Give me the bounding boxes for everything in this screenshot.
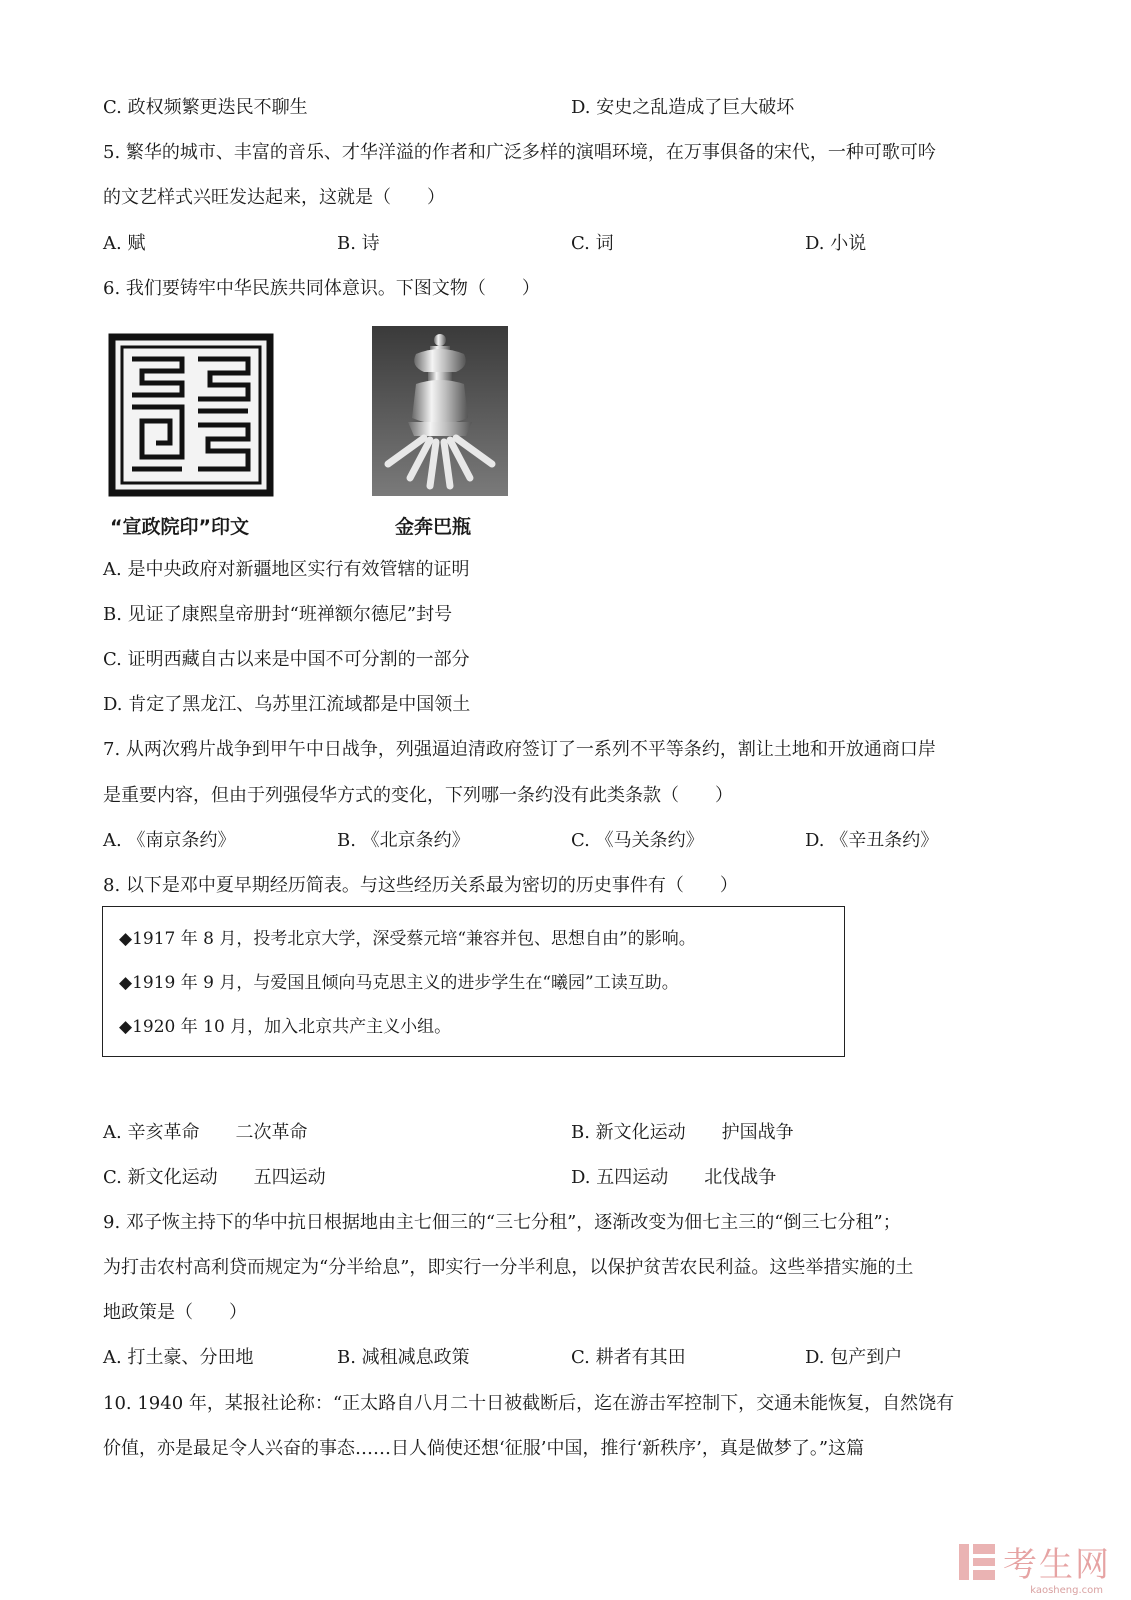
q8-stem: 8. 以下是邓中夏早期经历简表。与这些经历关系最为密切的历史事件有（ ） <box>103 875 738 896</box>
q8-entry-1919: ◆1919 年 9 月，与爱国且倾向马克思主义的进步学生在“曦园”工读互助。 <box>119 973 679 993</box>
q6-option-a: A. 是中央政府对新疆地区实行有效管辖的证明 <box>103 559 470 580</box>
q5-option-d: D. 小说 <box>805 233 867 254</box>
q6-option-c: C. 证明西藏自古以来是中国不可分割的一部分 <box>103 649 470 670</box>
seal-image <box>108 333 274 497</box>
q5-option-c: C. 词 <box>571 233 614 254</box>
kaosheng-watermark <box>957 1537 1111 1596</box>
q7-option-a: A. 《南京条约》 <box>103 830 236 851</box>
q9-option-d: D. 包产到户 <box>805 1347 903 1368</box>
q8-entry-1920: ◆1920 年 10 月，加入北京共产主义小组。 <box>119 1017 452 1037</box>
q9-stem-line3: 地政策是（ ） <box>103 1302 247 1323</box>
q5-option-b: B. 诗 <box>337 233 380 254</box>
q7-stem-line1: 7. 从两次鸦片战争到甲午中日战争，列强逼迫清政府签订了一系列不平等条约，割让土地和开放通商口岸 <box>103 739 936 760</box>
q8-entry-1917: ◆1917 年 8 月，投考北京大学，深受蔡元培“兼容并包、思想自由”的影响。 <box>119 929 696 949</box>
q10-stem-line1: 10. 1940 年，某报社论称：“正太路自八月二十日被截断后，迄在游击军控制下，交通未能恢复，自然饶有 <box>103 1393 955 1414</box>
watermark-text: 考生网 <box>1003 1545 1111 1585</box>
q8-option-c: C. 新文化运动 五四运动 <box>103 1167 326 1188</box>
q8-option-d: D. 五四运动 北伐战争 <box>571 1167 777 1188</box>
q7-option-c: C. 《马关条约》 <box>571 830 704 851</box>
kaosheng-logo-icon <box>957 1540 997 1584</box>
q10-stem-line2: 价值，亦是最足令人兴奋的事态……日人倘使还想‘征服’中国，推行‘新秩序’，真是做梦了。”这篇 <box>103 1438 865 1459</box>
q6-option-b: B. 见证了康熙皇帝册封“班禅额尔德尼”封号 <box>103 604 453 625</box>
q4-option-d: D. 安史之乱造成了巨大破坏 <box>571 97 795 118</box>
q9-stem-line2: 为打击农村高利贷而规定为“分半给息”，即实行一分半利息，以保护贫苦农民利益。这些举措实施的土 <box>103 1257 914 1278</box>
vase-caption: 金奔巴瓶 <box>395 516 472 538</box>
q8-option-a: A. 辛亥革命 二次革命 <box>103 1122 308 1143</box>
q6-option-d: D. 肯定了黑龙江、乌苏里江流域都是中国领土 <box>103 694 471 715</box>
q9-option-a: A. 打土豪、分田地 <box>103 1347 254 1368</box>
q5-option-a: A. 赋 <box>103 233 146 254</box>
q4-option-c: C. 政权频繁更迭民不聊生 <box>103 97 308 118</box>
q6-stem: 6. 我们要铸牢中华民族共同体意识。下图文物（ ） <box>103 278 540 299</box>
seal-caption: “宣政院印”印文 <box>110 516 249 538</box>
q9-option-b: B. 减租减息政策 <box>337 1347 470 1368</box>
q7-stem-line2: 是重要内容，但由于列强侵华方式的变化，下列哪一条约没有此类条款（ ） <box>103 785 733 806</box>
q7-option-d: D. 《辛丑条约》 <box>805 830 939 851</box>
q9-option-c: C. 耕者有其田 <box>571 1347 686 1368</box>
watermark-site: kaosheng.com <box>1030 1585 1103 1596</box>
q5-stem-line2: 的文艺样式兴旺发达起来，这就是（ ） <box>103 187 445 208</box>
q8-option-b: B. 新文化运动 护国战争 <box>571 1122 794 1143</box>
q5-stem-line1: 5. 繁华的城市、丰富的音乐、才华洋溢的作者和广泛多样的演唱环境，在万事俱备的宋代，一种可歌可吟 <box>103 142 936 163</box>
vase-image <box>372 326 508 496</box>
q9-stem-line1: 9. 邓子恢主持下的华中抗日根据地由主七佃三的“三七分租”，逐渐改变为佃七主三的“倒三七分租”； <box>103 1212 901 1233</box>
q8-table-box <box>102 906 845 1057</box>
q7-option-b: B. 《北京条约》 <box>337 830 470 851</box>
